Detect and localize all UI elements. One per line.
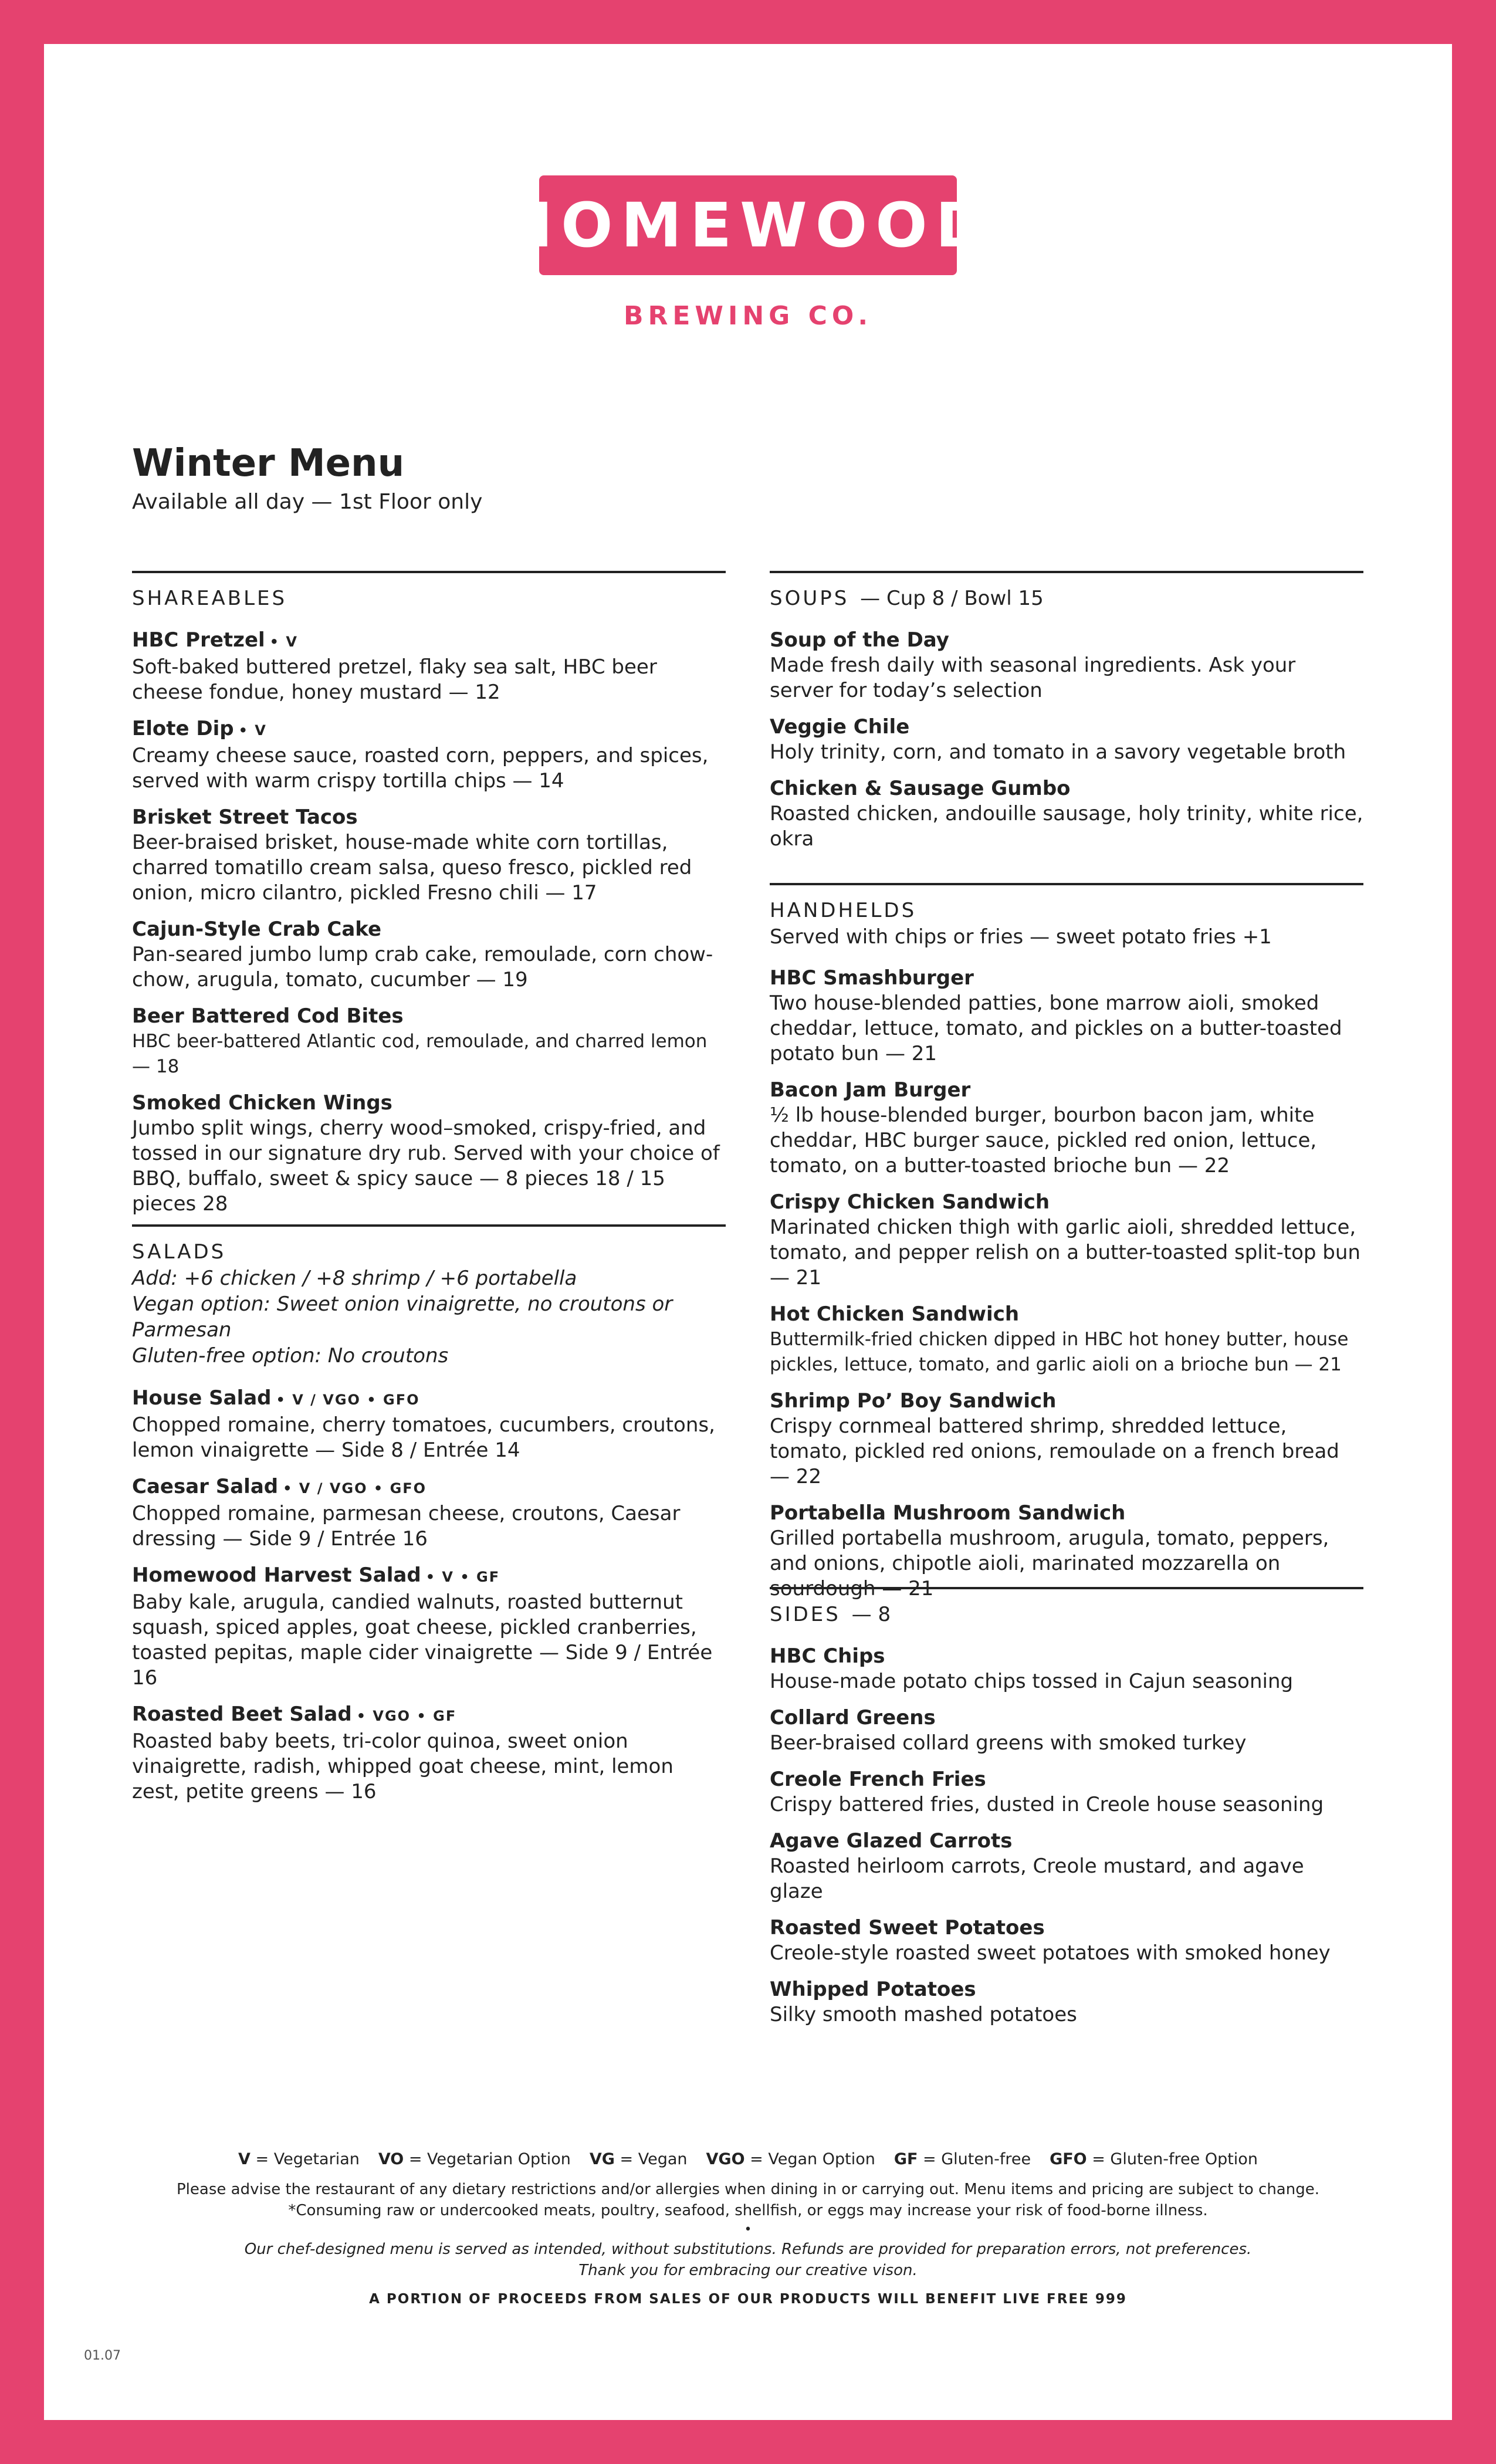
menu-item-description: Roasted baby beets, tri-color quinoa, sweet onion vinaigrette, radish, whipped goat cheese, mint, lemon zest, petite greens — 16 — [132, 1729, 673, 1803]
menu-item-name — [132, 627, 726, 655]
menu-item-name — [132, 716, 726, 743]
menu-item-name — [770, 1500, 1363, 1526]
footer-bullet: • — [744, 2222, 752, 2237]
menu-item-name — [770, 776, 1363, 801]
brand-name: HOMEWOOD — [502, 189, 994, 261]
legend-key: V — [238, 2150, 251, 2168]
menu-item-name — [770, 1388, 1363, 1414]
item-title: Bacon Jam Burger — [770, 1078, 971, 1102]
legend-entry — [378, 2150, 571, 2168]
menu-item-description: Grilled portabella mushroom, arugula, tomato, peppers, and onions, chipotle aioli, marinated mozzarella on sourdough — 21 — [770, 1527, 1329, 1600]
soups-list — [770, 627, 1363, 852]
soups-heading: SOUPS — [770, 587, 849, 610]
item-title: Homewood Harvest Salad — [132, 1563, 421, 1587]
salad-notes — [132, 1265, 726, 1369]
section-heading — [770, 585, 1363, 612]
menu-item — [770, 1189, 1363, 1291]
menu-item-description: Crispy cornmeal battered shrimp, shredded lettuce, tomato, pickled red onions, remoulade on a french bread — 22 — [770, 1414, 1339, 1488]
menu-item-description: Chopped romaine, cherry tomatoes, cucumbers, croutons, lemon vinaigrette — Side 8 / Entrée 14 — [132, 1413, 715, 1462]
menu-item-name — [132, 804, 726, 830]
item-title: Elote Dip — [132, 717, 234, 740]
dietary-tags: • V — [269, 634, 298, 650]
section-heading: SALADS — [132, 1240, 226, 1264]
menu-item-description: Marinated chicken thigh with garlic aioli, shredded lettuce, tomato, and pepper relish on a butter-toasted split-top bun — 21 — [770, 1216, 1360, 1289]
menu-item — [770, 1643, 1363, 1694]
item-title: Cajun-Style Crab Cake — [132, 918, 382, 941]
section-handhelds — [770, 883, 1363, 1602]
menu-item-name — [770, 627, 1363, 653]
item-title: Whipped Potatoes — [770, 1978, 976, 2001]
footer-consuming: *Consuming raw or undercooked meats, poultry, seafood, shellfish, or eggs may increase your risk of food-borne illness. — [288, 2202, 1208, 2219]
footer-chef: Our chef-designed menu is served as intended, without substitutions. Refunds are provided for preparation errors, not preferences. — [244, 2240, 1252, 2258]
menu-item-name — [770, 1828, 1363, 1854]
menu-item-description: Soft-baked buttered pretzel, flaky sea salt, HBC beer cheese fondue, honey mustard — 12 — [132, 655, 657, 704]
menu-item — [770, 714, 1363, 765]
legend-key: VG — [589, 2150, 615, 2168]
menu-item-description: House-made potato chips tossed in Cajun seasoning — [770, 1670, 1294, 1693]
item-title: Soup of the Day — [770, 628, 949, 652]
dietary-legend — [44, 2150, 1452, 2168]
item-title: Beer Battered Cod Bites — [132, 1004, 404, 1028]
menu-item-name — [132, 1474, 726, 1501]
item-title: HBC Chips — [770, 1644, 885, 1668]
item-title: Caesar Salad — [132, 1475, 279, 1498]
menu-item-description: Beer-braised collard greens with smoked turkey — [770, 1731, 1247, 1755]
menu-item — [770, 1077, 1363, 1179]
menu-item-description: HBC beer-battered Atlantic cod, remoulade, and charred lemon — 18 — [132, 1031, 708, 1077]
salad-note: Gluten-free option: No croutons — [132, 1344, 449, 1368]
salad-note: Add: +6 chicken / +8 shrimp / +6 portabella — [132, 1267, 577, 1290]
menu-item-description: Baby kale, arugula, candied walnuts, roasted butternut squash, spiced apples, goat cheese, pickled cranberries, toasted pepitas, maple cider vinaigrette — Side 9 / Entrée 16 — [132, 1590, 713, 1690]
menu-item — [770, 965, 1363, 1067]
menu-item — [132, 916, 726, 993]
section-shareables — [132, 571, 726, 1217]
section-sides — [770, 1587, 1363, 2028]
menu-item-description: Made fresh daily with seasonal ingredients. Ask your server for today’s selection — [770, 654, 1296, 702]
legend-entry — [894, 2150, 1031, 2168]
dietary-tags: • V — [238, 722, 267, 739]
salad-note: Vegan option: Sweet onion vinaigrette, no croutons or Parmesan — [132, 1292, 673, 1342]
menu-item-name — [770, 1301, 1363, 1327]
legend-key: GFO — [1050, 2150, 1087, 2168]
legend-entry — [1050, 2150, 1258, 2168]
menu-item-name — [132, 1090, 726, 1116]
menu-item-description: Holy trinity, corn, and tomato in a savory vegetable broth — [770, 740, 1346, 764]
legend-key: GF — [893, 2150, 918, 2168]
menu-item-name — [132, 916, 726, 942]
menu-subtitle: Available all day — 1st Floor only — [132, 490, 483, 514]
menu-item-name — [770, 1766, 1363, 1792]
menu-item — [770, 1915, 1363, 1966]
legend-label: = Gluten-free Option — [1092, 2150, 1258, 2168]
right-column-handhelds — [770, 883, 1363, 1612]
legend-label: = Vegetarian — [255, 2150, 360, 2168]
shareables-list — [132, 627, 726, 1217]
footer — [44, 2150, 1452, 2307]
section-salads — [132, 1224, 726, 1805]
item-title: Roasted Sweet Potatoes — [770, 1916, 1045, 1940]
section-heading: SHAREABLES — [132, 587, 287, 610]
salads-list — [132, 1385, 726, 1805]
menu-item — [132, 1474, 726, 1552]
item-title: Agave Glazed Carrots — [770, 1829, 1013, 1853]
footer-thanks: Thank you for embracing our creative vison. — [578, 2262, 918, 2279]
menu-item-name — [132, 1385, 726, 1413]
sides-price: — 8 — [851, 1603, 891, 1626]
dietary-tags: • V / VGO • GFO — [283, 1480, 427, 1497]
dietary-tags: • V / VGO • GFO — [276, 1392, 420, 1408]
menu-item-name — [132, 1562, 726, 1590]
menu-item-description: Chopped romaine, parmesan cheese, croutons, Caesar dressing — Side 9 / Entrée 16 — [132, 1502, 681, 1551]
menu-item — [770, 627, 1363, 703]
dietary-tags: • V • GF — [425, 1569, 500, 1585]
menu-item — [770, 1766, 1363, 1817]
menu-item — [770, 776, 1363, 852]
menu-item — [770, 1301, 1363, 1377]
legend-entry — [238, 2150, 360, 2168]
legend-label: = Gluten-free — [923, 2150, 1031, 2168]
brand-subtitle: BREWING CO. — [623, 301, 873, 331]
item-title: Roasted Beet Salad — [132, 1703, 352, 1726]
menu-item-name — [770, 1705, 1363, 1731]
menu-item-description: ½ lb house-blended burger, bourbon bacon jam, white cheddar, HBC burger sauce, pickled red onion, lettuce, tomato, on a butter-toasted brioche bun — 22 — [770, 1104, 1317, 1177]
footer-proceeds: A PORTION OF PROCEEDS FROM SALES OF OUR PRODUCTS WILL BENEFIT LIVE FREE 999 — [369, 2292, 1127, 2307]
item-title: Chicken & Sausage Gumbo — [770, 777, 1071, 800]
menu-item-name — [770, 1077, 1363, 1103]
menu-item-description: Creole-style roasted sweet potatoes with smoked honey — [770, 1941, 1331, 1965]
section-heading — [770, 1601, 1363, 1628]
menu-item-name — [770, 1643, 1363, 1669]
menu-item-description: Crispy battered fries, dusted in Creole house seasoning — [770, 1793, 1324, 1816]
menu-item-description: Roasted chicken, andouille sausage, holy trinity, white rice, okra — [770, 802, 1363, 851]
item-title: Crispy Chicken Sandwich — [770, 1190, 1050, 1214]
item-title: Brisket Street Tacos — [132, 805, 358, 829]
menu-item — [132, 1701, 726, 1805]
legend-label: = Vegan — [620, 2150, 688, 2168]
menu-item — [132, 716, 726, 794]
item-title: HBC Pretzel — [132, 628, 265, 652]
legend-key: VO — [378, 2150, 404, 2168]
menu-item — [132, 1562, 726, 1691]
menu-item-description: Buttermilk-fried chicken dipped in HBC hot honey butter, house pickles, lettuce, tomato, and garlic aioli on a brioche bun — 21 — [770, 1329, 1349, 1375]
item-title: Shrimp Po’ Boy Sandwich — [770, 1389, 1057, 1413]
item-title: Portabella Mushroom Sandwich — [770, 1501, 1126, 1525]
item-title: Hot Chicken Sandwich — [770, 1302, 1020, 1326]
version-number: 01.07 — [84, 2348, 121, 2363]
menu-item-description: Beer-braised brisket, house-made white corn tortillas, charred tomatillo cream salsa, queso fresco, pickled red onion, micro cilantro, pickled Fresno chili — 17 — [132, 831, 692, 905]
menu-item — [132, 804, 726, 906]
menu-item-description: Creamy cheese sauce, roasted corn, peppers, and spices, served with warm crispy tortilla chips — 14 — [132, 744, 709, 793]
right-column-soups — [770, 571, 1363, 862]
item-title: HBC Smashburger — [770, 966, 974, 990]
menu-item — [770, 1388, 1363, 1490]
item-title: Veggie Chile — [770, 715, 910, 739]
item-title: Smoked Chicken Wings — [132, 1091, 392, 1115]
menu-item — [132, 1003, 726, 1079]
menu-item-name — [132, 1003, 726, 1029]
legend-label: = Vegetarian Option — [408, 2150, 571, 2168]
menu-item — [770, 1976, 1363, 2028]
soups-price: — Cup 8 / Bowl 15 — [860, 587, 1044, 610]
legend-label: = Vegan Option — [750, 2150, 875, 2168]
footer-advise: Please advise the restaurant of any dietary restrictions and/or allergies when dining in or carrying out. Menu items and pricing are subject to change. — [177, 2181, 1319, 2198]
menu-title: Winter Menu — [132, 442, 405, 485]
menu-item-name — [132, 1701, 726, 1729]
legend-entry — [590, 2150, 688, 2168]
menu-item-name — [770, 714, 1363, 740]
right-column-sides — [770, 1587, 1363, 2038]
legend-key: VGO — [706, 2150, 745, 2168]
menu-item — [132, 627, 726, 705]
menu-item-description: Jumbo split wings, cherry wood–smoked, crispy-fried, and tossed in our signature dry rub. Served with your choice of BBQ, buffalo, sweet & spicy sauce — 8 pieces 18 / 15 pieces 28 — [132, 1116, 720, 1216]
item-title: House Salad — [132, 1386, 272, 1410]
menu-item — [132, 1090, 726, 1217]
menu-item-description: Silky smooth mashed potatoes — [770, 2003, 1077, 2026]
dietary-tags: • VGO • GF — [356, 1708, 457, 1724]
brand-logo — [502, 175, 994, 275]
menu-item — [770, 1705, 1363, 1756]
section-soups — [770, 571, 1363, 852]
menu-item — [132, 1385, 726, 1463]
left-column — [132, 571, 726, 1227]
item-title: Collard Greens — [770, 1706, 936, 1729]
handhelds-note: Served with chips or fries — sweet potato fries +1 — [770, 925, 1272, 949]
menu-item-description: Pan-seared jumbo lump crab cake, remoulade, corn chow-chow, arugula, tomato, cucumber — 19 — [132, 943, 713, 991]
menu-item-description: Two house-blended patties, bone marrow aioli, smoked cheddar, lettuce, tomato, and pickles on a butter-toasted potato bun — 21 — [770, 991, 1342, 1065]
menu-item-name — [770, 1976, 1363, 2002]
menu-item-name — [770, 1189, 1363, 1215]
item-title: Creole French Fries — [770, 1768, 986, 1791]
menu-item-name — [770, 965, 1363, 991]
menu-item-description: Roasted heirloom carrots, Creole mustard, and agave glaze — [770, 1854, 1304, 1903]
menu-page — [44, 44, 1452, 2420]
left-column-salads — [132, 1224, 726, 1815]
section-heading: HANDHELDS — [770, 899, 917, 922]
sides-heading: SIDES — [770, 1603, 841, 1626]
handhelds-list — [770, 965, 1363, 1602]
menu-item-name — [770, 1915, 1363, 1941]
sides-list — [770, 1643, 1363, 2028]
legend-entry — [706, 2150, 875, 2168]
menu-item — [770, 1828, 1363, 1904]
